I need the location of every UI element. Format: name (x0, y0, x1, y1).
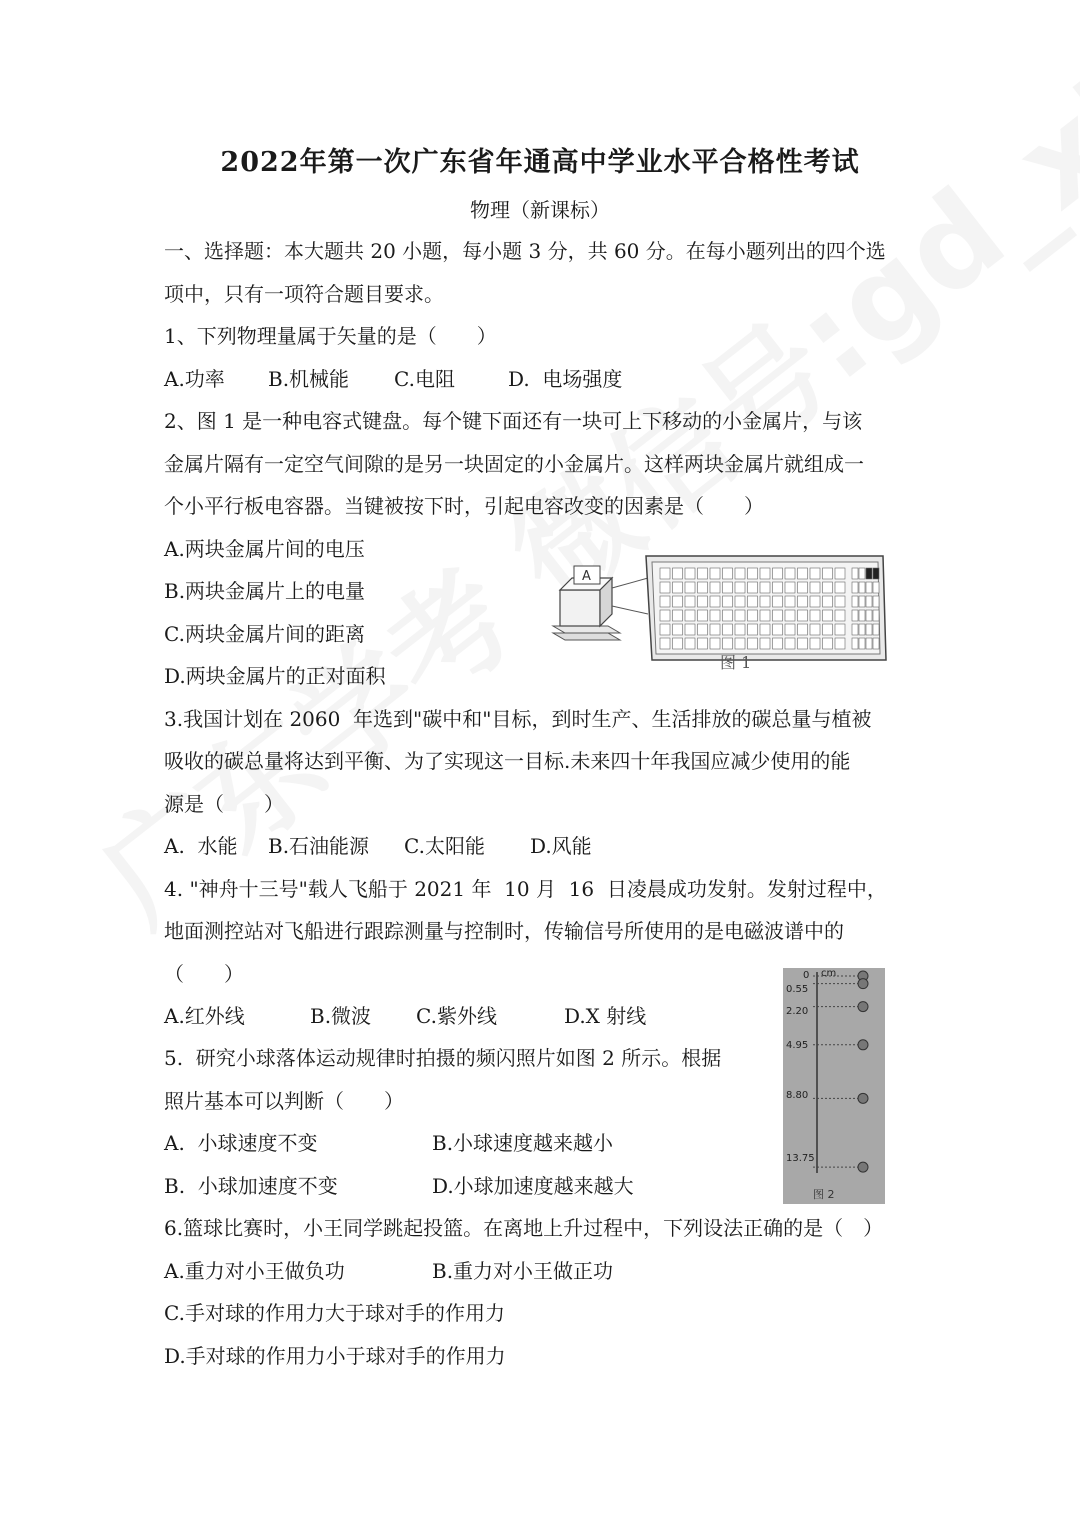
keyboard-key (823, 596, 833, 607)
keyboard-key (710, 638, 720, 649)
q3-option-d: D.风能 (530, 834, 592, 858)
q1-option-b: B.机械能 (268, 367, 350, 391)
keyboard-key (835, 596, 845, 607)
keyboard-key (735, 610, 745, 621)
keyboard-key (685, 638, 695, 649)
keyboard-key (698, 610, 708, 621)
keyboard-key (735, 624, 745, 635)
keyboard-key (785, 624, 795, 635)
keyboard-key (866, 610, 872, 621)
q5-option-d: D.小球加速度越来越大 (432, 1174, 634, 1198)
q2-stem-line2: 金属片隔有一定空气间隙的是另一块固定的小金属片。这样两块金属片就组成一 (164, 452, 864, 476)
keyboard-key (773, 582, 783, 593)
keyboard-key (673, 596, 683, 607)
keyboard-key (835, 610, 845, 621)
keyboard-key (710, 596, 720, 607)
keyboard-key (685, 610, 695, 621)
q6-stem: 6.篮球比赛时，小王同学跳起投篮。在离地上升过程中，下列设法正确的是（ ） (164, 1216, 884, 1240)
keyboard-key (748, 596, 758, 607)
keyboard-key (760, 596, 770, 607)
keyboard-key (810, 568, 820, 579)
keyboard-key (760, 638, 770, 649)
q2-stem-line3: 个小平行板电容器。当键被按下时，引起电容改变的因素是（ ） (164, 494, 764, 518)
keyboard-key (852, 610, 858, 621)
keyboard-key (835, 582, 845, 593)
keyboard-key (873, 596, 879, 607)
keyboard-key (773, 638, 783, 649)
keyboard-key (810, 582, 820, 593)
q2-option-c: C.两块金属片间的距离 (164, 622, 365, 646)
ruler-tick-2.20: 2.20 (786, 1006, 809, 1017)
keyboard-key (798, 638, 808, 649)
keyboard-key (798, 624, 808, 635)
keyboard-key (823, 582, 833, 593)
q2-stem-line1: 2、图 1 是一种电容式键盘。每个键下面还有一块可上下移动的小金属片，与该 (164, 409, 863, 433)
strobe-ball (858, 1162, 868, 1172)
exam-subtitle: 物理（新课标） (470, 198, 610, 222)
keyboard-key (852, 638, 858, 649)
q5-option-a: A. 小球速度不变 (164, 1131, 318, 1155)
keyboard-key (748, 568, 758, 579)
keyboard-key (673, 568, 683, 579)
ruler-tick-13.75: 13.75 (786, 1153, 815, 1164)
keyboard-key (748, 624, 758, 635)
keyboard-key (660, 610, 670, 621)
keyboard-key (835, 638, 845, 649)
keyboard-key (810, 596, 820, 607)
keyboard-key (798, 568, 808, 579)
keyboard-key (660, 568, 670, 579)
ruler-tick-8.80: 8.80 (786, 1090, 809, 1101)
q5-stem-line1: 5. 研究小球落体运动规律时拍摄的频闪照片如图 2 所示。根据 (164, 1046, 722, 1070)
keyboard-key (698, 582, 708, 593)
keyboard-key (873, 624, 879, 635)
keyboard-key (823, 638, 833, 649)
section-instructions-line1: 一、选择题：本大题共 20 小题，每小题 3 分，共 60 分。在每小题列出的四个选 (164, 239, 886, 263)
q3-option-a: A. 水能 (164, 834, 238, 858)
keyboard-key (660, 596, 670, 607)
keyboard-key (798, 582, 808, 593)
keyboard-key (866, 638, 872, 649)
q1-stem: 1、下列物理量属于矢量的是（ ） (164, 324, 497, 348)
q3-stem-line3: 源是（ ） (164, 792, 284, 816)
keyboard-key (810, 638, 820, 649)
keyboard-key (710, 624, 720, 635)
q1-option-d: D. 电场强度 (508, 367, 623, 391)
keyboard-key (673, 638, 683, 649)
q6-option-a: A.重力对小王做负功 (164, 1259, 345, 1283)
section-instructions-line2: 项中，只有一项符合题目要求。 (164, 282, 444, 306)
keyboard-key (785, 638, 795, 649)
q2-option-d: D.两块金属片的正对面积 (164, 664, 386, 688)
key-label: A (582, 569, 591, 584)
keyboard-key (698, 638, 708, 649)
keyboard-key (685, 596, 695, 607)
q3-option-b: B.石油能源 (268, 834, 370, 858)
ruler-tick-4.95: 4.95 (786, 1040, 809, 1051)
keyboard-key (698, 568, 708, 579)
ruler-tick-0: 0 (803, 970, 810, 981)
keyboard-key (760, 610, 770, 621)
ruler-tick-0.55: 0.55 (786, 984, 809, 995)
q5-stem-line2: 照片基本可以判断（ ） (164, 1089, 404, 1113)
q3-stem-line2: 吸收的碳总量将达到平衡、为了实现这一目标.未来四十年我国应减少使用的能 (164, 749, 851, 773)
keyboard-key (723, 582, 733, 593)
q6-option-d: D.手对球的作用力小于球对手的作用力 (164, 1344, 506, 1368)
keyboard-key (673, 610, 683, 621)
exam-title: 2022年第一次广东省年通高中学业水平合格性考试 (220, 147, 860, 178)
q3-option-c: C.太阳能 (404, 834, 485, 858)
keyboard-key (785, 596, 795, 607)
keyboard-key (723, 568, 733, 579)
keyboard-key (673, 624, 683, 635)
q6-option-b: B.重力对小王做正功 (432, 1259, 614, 1283)
keyboard-key (859, 596, 865, 607)
keyboard-key (660, 582, 670, 593)
keyboard-key (852, 582, 858, 593)
figure-2-strobe-photo (783, 968, 885, 1204)
keyboard-key (685, 624, 695, 635)
keyboard-key (859, 568, 865, 579)
keyboard-key (710, 610, 720, 621)
keyboard-key (823, 624, 833, 635)
q4-stem-line3: （ ） (164, 962, 244, 986)
key-cap-illustration (553, 566, 648, 640)
keyboard-key (773, 596, 783, 607)
q2-option-b: B.两块金属片上的电量 (164, 579, 366, 603)
keyboard-key (735, 638, 745, 649)
keyboard-key (873, 582, 879, 593)
figure-1-caption: 图 1 (720, 653, 752, 672)
keyboard-key (866, 582, 872, 593)
keyboard-key (852, 596, 858, 607)
keyboard-key (685, 582, 695, 593)
keyboard-key (685, 568, 695, 579)
strobe-ball (858, 979, 868, 989)
q5-option-b: B.小球速度越来越小 (432, 1131, 614, 1155)
q1-option-c: C.电阻 (394, 367, 455, 391)
strobe-ball (858, 1093, 868, 1103)
keyboard-key (710, 568, 720, 579)
keyboard-key (785, 582, 795, 593)
q3-stem-line1: 3.我国计划在 2060 年选到"碳中和"目标，到时生产、生活排放的碳总量与植被 (164, 707, 872, 731)
keyboard-key (859, 624, 865, 635)
keyboard-key (723, 596, 733, 607)
keyboard-key (773, 610, 783, 621)
q4-stem-line2: 地面测控站对飞船进行跟踪测量与控制时，传输信号所使用的是电磁波谱中的 (164, 919, 844, 943)
q6-option-c: C.手对球的作用力大于球对手的作用力 (164, 1301, 505, 1325)
keyboard-key (710, 582, 720, 593)
keyboard-key (859, 610, 865, 621)
keyboard-key (760, 568, 770, 579)
keyboard-key (852, 568, 858, 579)
q4-option-b: B.微波 (310, 1004, 372, 1028)
q1-option-a: A.功率 (164, 367, 225, 391)
keyboard-key (698, 624, 708, 635)
keyboard-key (673, 582, 683, 593)
keyboard-key (773, 624, 783, 635)
keyboard-key (748, 638, 758, 649)
keyboard-key (798, 596, 808, 607)
figure-2-caption: 图 2 (813, 1188, 835, 1201)
keyboard-key (852, 624, 858, 635)
keyboard-key (873, 568, 879, 579)
keyboard-key (798, 610, 808, 621)
keyboard-key (735, 596, 745, 607)
q4-option-a: A.红外线 (164, 1004, 245, 1028)
keyboard-key (810, 610, 820, 621)
keyboard-key (773, 568, 783, 579)
keyboard-key (873, 610, 879, 621)
keyboard-key (785, 610, 795, 621)
q2-option-a: A.两块金属片间的电压 (164, 537, 365, 561)
keyboard-key (859, 582, 865, 593)
keyboard-key (859, 638, 865, 649)
keyboard-key (723, 624, 733, 635)
keyboard-key (723, 610, 733, 621)
keyboard-key (823, 610, 833, 621)
keyboard-key (660, 624, 670, 635)
keyboard-key (735, 568, 745, 579)
keyboard-key (835, 568, 845, 579)
keyboard-key (866, 596, 872, 607)
keyboard-key (873, 638, 879, 649)
strobe-ball (858, 1002, 868, 1012)
strobe-ball (858, 1040, 868, 1050)
keyboard-key (660, 638, 670, 649)
keyboard-key (835, 624, 845, 635)
keyboard-key (748, 582, 758, 593)
ruler-unit: cm (821, 968, 837, 979)
keyboard-key (735, 582, 745, 593)
keyboard-key (698, 596, 708, 607)
keyboard-key (760, 582, 770, 593)
keyboard-key (723, 638, 733, 649)
keyboard-key (748, 610, 758, 621)
keyboard-key (785, 568, 795, 579)
keyboard-key (760, 624, 770, 635)
q4-option-c: C.紫外线 (416, 1004, 497, 1028)
q4-option-d: D.X 射线 (564, 1004, 647, 1028)
strobe-ruler (783, 968, 885, 1204)
q4-stem-line1: 4. "神舟十三号"载人飞船于 2021 年 10 月 16 日凌晨成功发射。发射过程中， (164, 877, 887, 901)
keyboard-key (866, 568, 872, 579)
keyboard-key (866, 624, 872, 635)
keyboard-key (810, 624, 820, 635)
q5-option-c: B. 小球加速度不变 (164, 1174, 338, 1198)
keyboard-key (823, 568, 833, 579)
